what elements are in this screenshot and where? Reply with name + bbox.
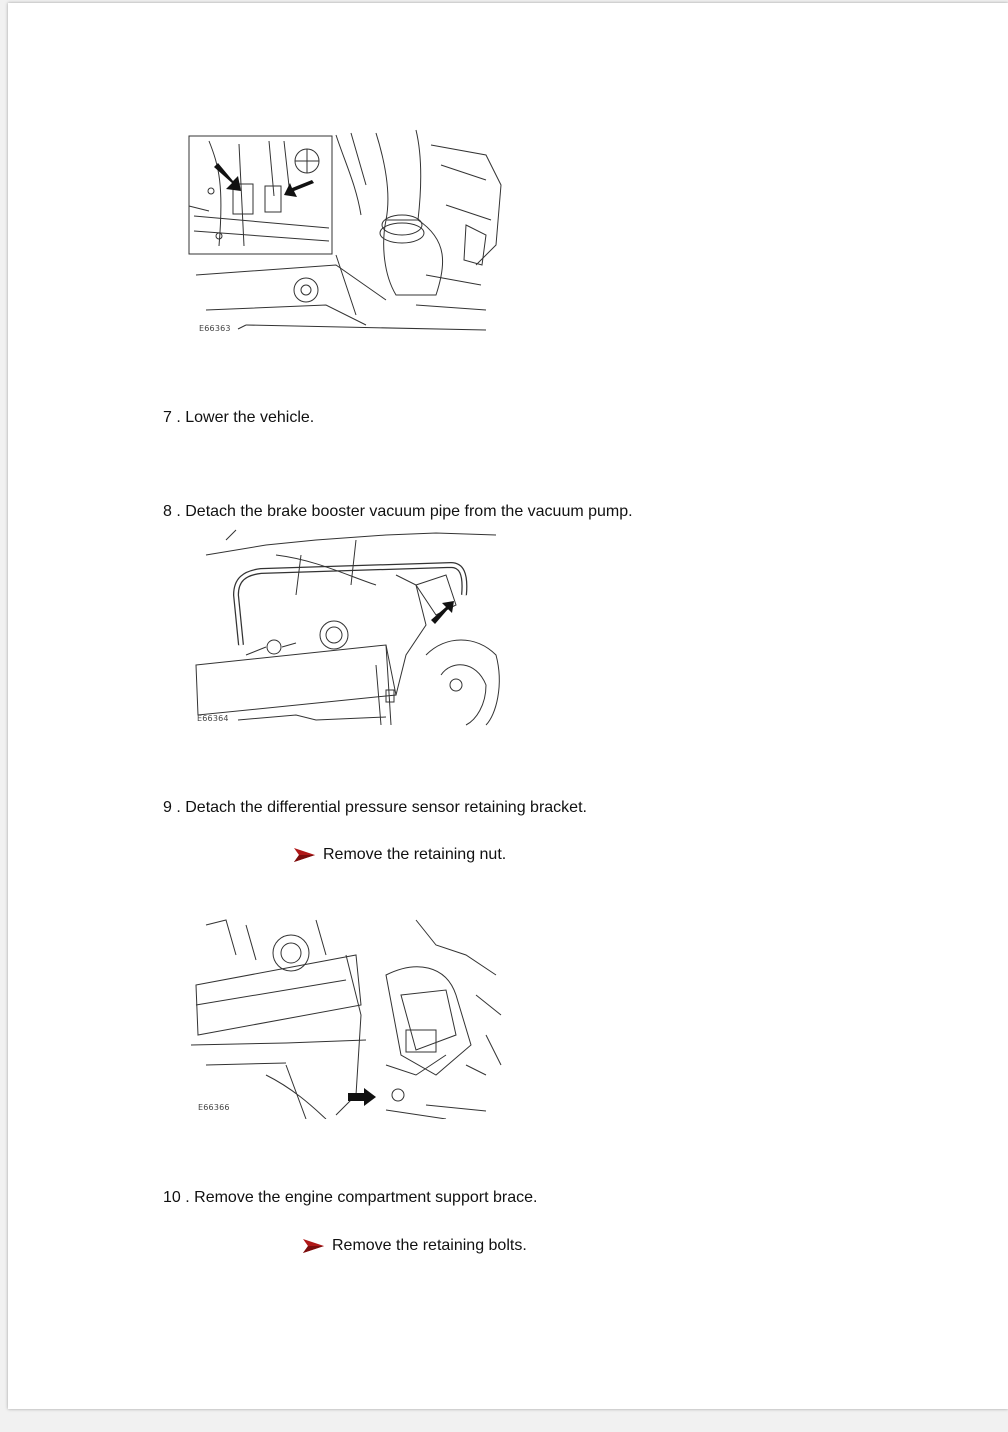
figure-e66364	[186, 525, 506, 727]
sub-step-text: Remove the retaining nut.	[323, 846, 507, 863]
step-number: 7	[163, 409, 172, 426]
step-text: Detach the differential pressure sensor retaining bracket.	[185, 799, 587, 816]
sub-step-text: Remove the retaining bolts.	[332, 1237, 527, 1254]
arrow-bullet-icon	[302, 1238, 326, 1254]
sub-step-9	[293, 846, 506, 864]
document-page	[8, 3, 1008, 1409]
step-number: 8	[163, 503, 172, 520]
engine-illustration-e66364	[186, 525, 506, 727]
step-separator: .	[171, 799, 186, 816]
step-7	[163, 409, 314, 427]
step-separator: .	[171, 503, 186, 520]
step-text: Detach the brake booster vacuum pipe from the vacuum pump.	[185, 503, 633, 520]
step-8	[163, 503, 633, 521]
engine-illustration-e66366	[186, 915, 506, 1119]
step-text: Lower the vehicle.	[185, 409, 315, 426]
step-10	[163, 1189, 537, 1207]
figure-code: E66364	[197, 714, 229, 723]
figure-e66366	[186, 915, 506, 1119]
step-number: 9	[163, 799, 172, 816]
figure-e66363	[186, 125, 506, 339]
step-number: 10	[163, 1189, 181, 1206]
step-separator: .	[180, 1189, 195, 1206]
step-separator: .	[171, 409, 186, 426]
step-text: Remove the engine compartment support brace.	[194, 1189, 538, 1206]
figure-code: E66366	[198, 1103, 230, 1112]
sub-step-10	[302, 1237, 527, 1255]
step-9	[163, 799, 587, 817]
engine-illustration-e66363	[186, 125, 506, 339]
figure-code: E66363	[199, 324, 231, 333]
arrow-bullet-icon	[293, 847, 317, 863]
